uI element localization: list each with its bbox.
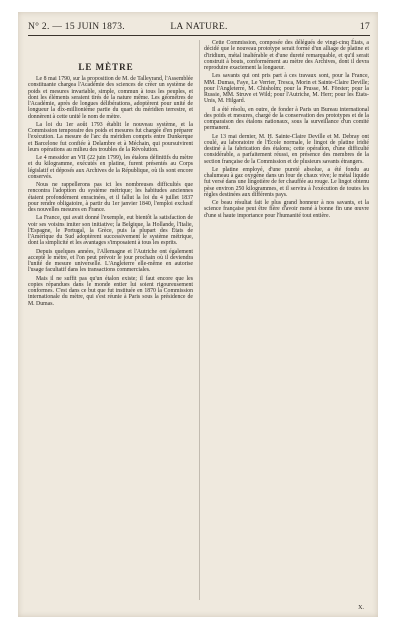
paragraph: Ce beau résultat fait le plus grand honneur à nos savants, et la science française peut être fière d'avoir mené à bonne fin une œuvre d'une si haute importance pour l'humanité tout entière. — [204, 200, 369, 219]
paragraph: Le 4 messidor an VII (22 juin 1799), les étalons définitifs du mètre et du kilogramme, exécutés en platine, furent présentés au Corps législatif et déposés aux Archives de la République, où ils sont encore conservés. — [28, 155, 193, 180]
paragraph: Cette Commission, composée des délégués de vingt-cinq États, a décidé que le nouveau prototype serait formé d'un alliage de platine et d'iridium, métal inaltérable et d'une dureté remarquable, et qu'il serait construit à bouts, conformément au mètre des Archives, dont il devra reproduire exactement la longueur. — [204, 40, 369, 71]
paragraph: Le platine employé, d'une pureté absolue, a été fondu au chalumeau à gaz oxygène dans un four de chaux vive; le métal liquide fut versé dans une lingotière de fer chauffée au rouge. Le lingot obtenu pèse environ 250 kilogrammes, et il servira à l'exécution de toutes les règles destinées aux différents pays. — [204, 166, 369, 198]
paragraph: Le 13 mai dernier, M. H. Sainte-Claire Deville et M. Debray ont coulé, au laboratoire de l'École normale, le lingot de platine iridié destiné à la fabrication des étalons; cette opération, d'une difficulté considérable, a parfaitement réussi, en présence des membres de la section française de la Commission et de plusieurs savants étrangers. — [204, 133, 369, 165]
paragraph: Les savants qui ont pris part à ces travaux sont, pour la France, MM. Dumas, Faye, Le Verrier, Tresca, Morin et Sainte-Claire Deville; pour l'Angleterre, M. Chisholm; pour la Prusse, M. Förster; pour la Russie, MM. Struve et Wild; pour l'Autriche, M. Herr; pour les États-Unis, M. Hilgard. — [204, 73, 369, 105]
article-title: LE MÈTRE — [78, 62, 134, 72]
journal-page — [18, 12, 378, 617]
left-column — [28, 40, 193, 309]
page-number: 17 — [359, 22, 370, 32]
signature: X. — [358, 605, 364, 611]
page-header — [28, 20, 370, 34]
header-rule — [28, 35, 370, 36]
paragraph: Mais il ne suffit pas qu'un étalon existe; il faut encore que les copies répandues dans le monde entier lui soient rigoureusement conformes. C'est dans ce but que fut instituée en 1870 la Commission internationale du mètre, qui s'est réunie à Paris sous la présidence de M. Dumas. — [28, 275, 193, 307]
paragraph: La France, qui avait donné l'exemple, eut bientôt la satisfaction de voir ses voisins imiter son initiative; la Belgique, la Hollande, l'Italie, l'Espagne, le Portugal, la Grèce, puis la plupart des États de l'Amérique du Sud adoptèrent successivement le système métrique, dont la simplicité et les avantages s'imposaient à tous les esprits. — [28, 215, 193, 247]
paragraph: La loi du 1er août 1793 établit le nouveau système, et la Commission temporaire des poids et mesures fut chargée d'en préparer l'exécution. La mesure de l'arc du méridien compris entre Dunkerque et Barcelone fut confiée à Delambre et à Méchain, qui poursuivirent leurs opérations au milieu des troubles de la Révolution. — [28, 121, 193, 153]
column-divider — [199, 40, 200, 600]
paragraph: Nous ne rappellerons pas ici les nombreuses difficultés que rencontra l'adoption du système métrique; les habitudes anciennes étaient profondément enracinées, et il fallut la loi du 4 juillet 1837 pour rendre obligatoire, à partir du 1er janvier 1840, l'emploi exclusif des nouvelles mesures en France. — [28, 182, 193, 213]
paragraph: Il a été résolu, en outre, de fonder à Paris un Bureau international des poids et mesures, chargé de la conservation des prototypes et de la comparaison des étalons nationaux, sous la surveillance d'un comité permanent. — [204, 106, 369, 132]
journal-name: LA NATURE. — [170, 22, 228, 32]
paragraph: Depuis quelques années, l'Allemagne et l'Autriche ont également accepté le mètre, et l'on peut prévoir le jour prochain où il deviendra l'unité de mesure universelle. L'Angleterre elle-même en autorise l'usage facultatif dans les transactions commerciales. — [28, 248, 193, 274]
paragraph: Le 8 mai 1790, sur la proposition de M. de Talleyrand, l'Assemblée constituante chargea l'Académie des sciences de créer un système de poids et mesures invariable, simple, commun à tous les peuples, et dont les éléments seraient tirés de la nature même. Les géomètres de l'Académie, après de longues délibérations, adoptèrent pour unité de longueur la dix-millionième partie du quart du méridien terrestre, et donnèrent à cette unité le nom de mètre. — [28, 76, 193, 120]
issue-date: N° 2. — 15 JUIN 1873. — [28, 22, 125, 32]
right-column — [204, 40, 369, 221]
